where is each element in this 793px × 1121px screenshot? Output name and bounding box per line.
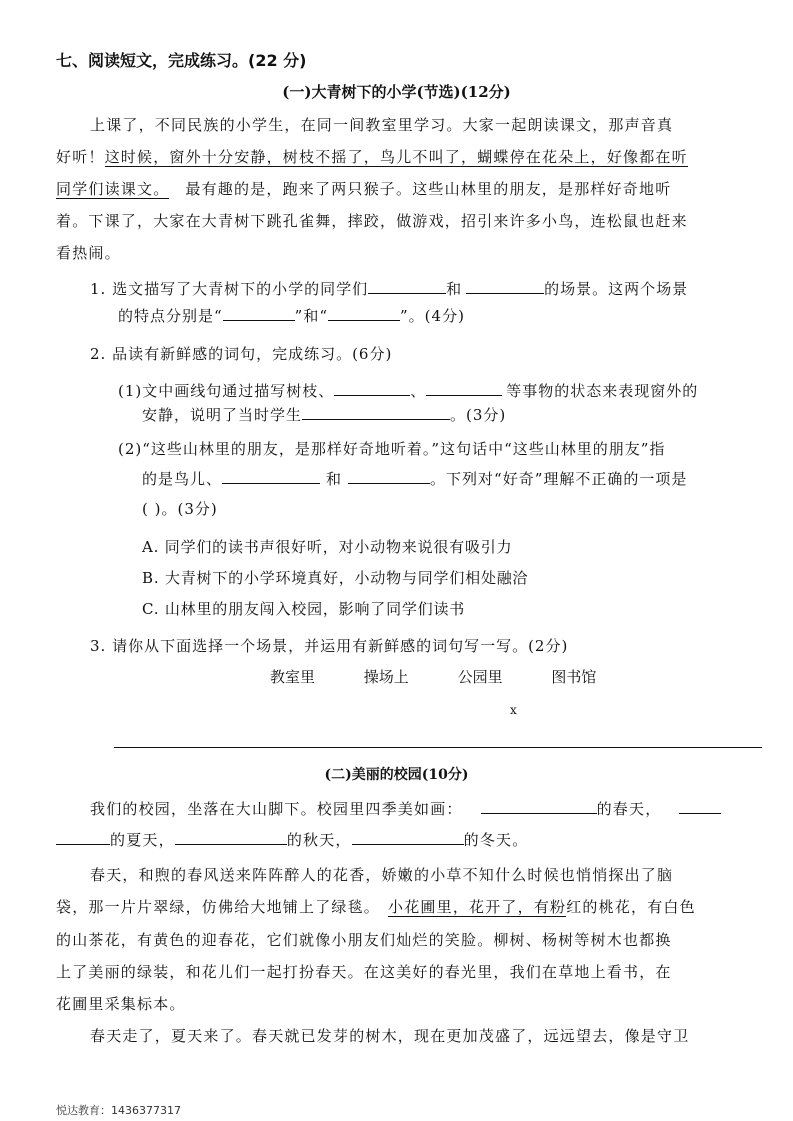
passage-line: 的山茶花，有黄色的迎春花，它们就像小朋友们灿烂的笑脸。柳树、杨树等树木也都换: [56, 931, 672, 949]
question-2-1-line2: 安静，说明了当时学生 。(3分): [142, 406, 507, 424]
passage-line: 着。下课了，大家在大青树下跳孔雀舞，摔跤，做游戏，招引来许多小鸟，连松鼠也赶来: [56, 212, 688, 230]
passage-line: 我们的校园，坐落在大山脚下。校园里四季美如画： 的春天，: [90, 798, 721, 819]
answer-blank[interactable]: [328, 306, 400, 321]
passage-line: 花圃里采集标本。: [56, 995, 186, 1013]
option-c[interactable]: C. 山林里的朋友闯入校园，影响了同学们读书: [142, 600, 466, 618]
passage-line: 上课了，不同民族的小学生，在同一间教室里学习。大家一起朗读课文，那声音真: [90, 116, 674, 134]
answer-blank[interactable]: [466, 279, 544, 294]
option-a[interactable]: A. 同学们的读书声很好听，对小动物来说很有吸引力: [142, 538, 513, 556]
part2-title: (二)美丽的校园(10分): [324, 767, 469, 783]
answer-blank[interactable]: [679, 799, 721, 814]
question-2-2-line3: ( )。(3分): [142, 500, 218, 518]
section-title: 七、阅读短文，完成练习。(22 分): [56, 51, 307, 70]
passage-line: 春天走了，夏天来了。春天就已发芽的树木，现在更加茂盛了，远远望去，像是守卫: [90, 1027, 690, 1045]
answer-blank[interactable]: [223, 306, 295, 321]
option-b[interactable]: B. 大青树下的小学环境真好，小动物与同学们相处融洽: [142, 569, 529, 587]
passage-line: 的夏天， 的秋天， 的冬天。: [56, 829, 528, 850]
answer-blank[interactable]: [222, 469, 320, 484]
footer-contact: 悦达教育：1436377317: [56, 1104, 181, 1117]
scene-choice[interactable]: 操场上: [363, 668, 409, 686]
scene-choice[interactable]: 图书馆: [551, 668, 597, 686]
passage-line: 看热闹。: [56, 244, 121, 262]
answer-blank[interactable]: [426, 381, 502, 396]
underlined-sentence: 这时候，窗外十分安静，树枝不摇了，鸟儿不叫了，蝴蝶停在花朵上，好像都在听: [104, 148, 688, 166]
answer-blank[interactable]: [334, 381, 410, 396]
passage-line: 春天，和煦的春风送来阵阵醉人的花香，娇嫩的小草不知什么时候也悄悄探出了脑: [90, 866, 674, 884]
question-2: 2. 品读有新鲜感的词句，完成练习。(6分): [90, 345, 393, 363]
question-3: 3. 请你从下面选择一个场景，并运用有新鲜感的词句写一写。(2分): [90, 637, 569, 655]
passage-line: 好听！这时候，窗外十分安静，树枝不摇了，鸟儿不叫了，蝴蝶停在花朵上，好像都在听: [56, 148, 688, 166]
scene-choice[interactable]: 公园里: [457, 668, 503, 686]
answer-blank[interactable]: [56, 830, 110, 845]
answer-blank[interactable]: [481, 799, 597, 814]
answer-blank[interactable]: [352, 830, 464, 845]
mark-x: x: [510, 703, 517, 717]
question-2-2: (2)“这些山林里的朋友，是那样好奇地听着。”这句话中“这些山林里的朋友”指: [118, 440, 666, 458]
answer-blank[interactable]: [348, 469, 430, 484]
question-1-line2: 的特点分别是“ ”和“ ”。(4分): [118, 307, 465, 325]
answer-blank[interactable]: [368, 279, 446, 294]
question-1: 1. 选文描写了大青树下的小学的同学们 和 的场景。这两个场景: [90, 280, 689, 298]
scene-choices: [270, 666, 640, 687]
question-2-1: (1)文中画线句通过描写树枝、 、 等事物的状态来表现窗外的: [118, 382, 699, 400]
passage-line: 同学们读课文。 最有趣的是，跑来了两只猴子。这些山林里的朋友，是那样好奇地听: [56, 180, 672, 198]
underlined-sentence: 小花圃里，花开了，有粉: [388, 898, 567, 916]
passage-line: 袋，那一片片翠绿，仿佛给大地铺上了绿毯。 小花圃里，花开了，有粉红的桃花，有白色: [56, 898, 696, 916]
writing-answer-line[interactable]: [114, 747, 762, 748]
answer-blank[interactable]: [175, 830, 287, 845]
scene-choice[interactable]: 教室里: [270, 668, 316, 686]
answer-blank[interactable]: [302, 405, 450, 420]
passage-line: 上了美丽的绿装，和花儿们一起打扮春天。在这美好的春光里，我们在草地上看书，在: [56, 963, 672, 981]
question-2-2-line2: 的是鸟儿、 和 。下列对“好奇”理解不正确的一项是: [142, 470, 688, 488]
underlined-sentence: 同学们读课文。: [56, 180, 170, 198]
part1-title: (一)大青树下的小学(节选)(12分): [282, 83, 511, 101]
